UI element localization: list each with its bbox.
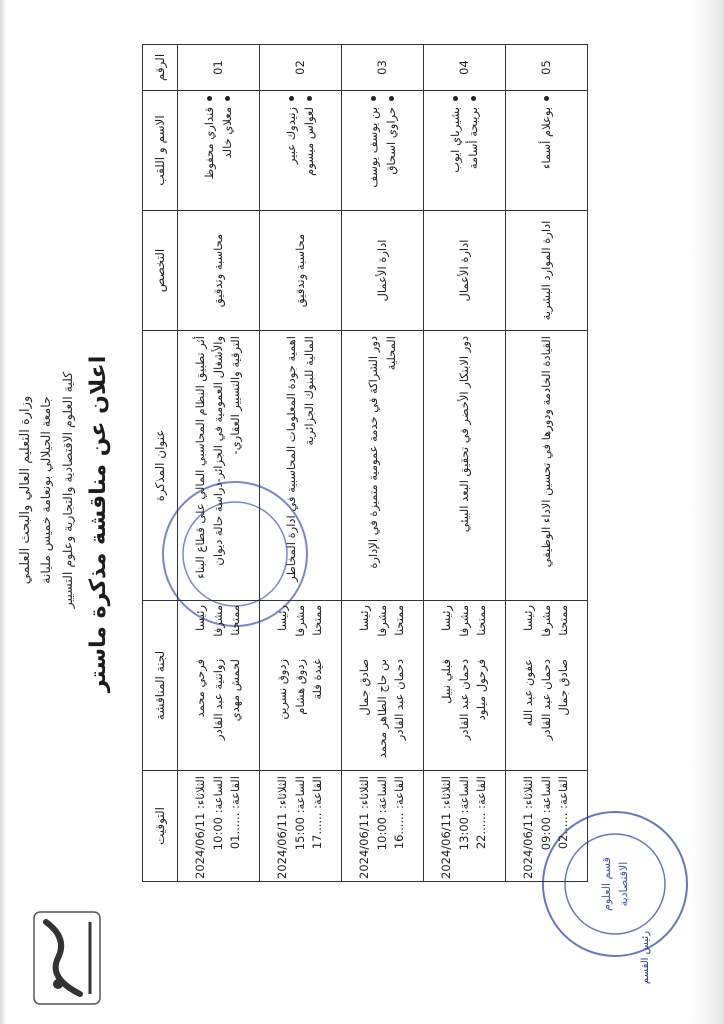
- jury-role: مشرفا: [210, 605, 225, 637]
- jury-role: رئيسا: [520, 605, 535, 631]
- specialty: ادارة الموارد البشرية: [506, 211, 588, 331]
- header-name: الاسم و اللقب: [143, 91, 178, 211]
- jury-role: مشرفا: [456, 605, 471, 637]
- table-header-row: [143, 45, 178, 882]
- jury-committee: [424, 601, 506, 771]
- specialty: ادارة الأعمال: [342, 211, 424, 331]
- signature: رئيس القسم: [640, 930, 651, 984]
- table-row: [342, 45, 424, 882]
- jury-name: فرحول ميلود: [474, 659, 489, 721]
- header-specialty: التخصص: [143, 211, 178, 331]
- jury-name: عفون عبد الله: [520, 659, 535, 727]
- bullet-icon: [453, 96, 458, 101]
- timing: [506, 771, 588, 882]
- bullet-icon: [307, 96, 312, 101]
- jury-name: صادق جمال: [356, 659, 371, 716]
- memo-title: دور الابتكار الأخضر في تحقيق البعد البيئي: [424, 331, 506, 601]
- defense-hour: الساعة: 10:00: [210, 776, 225, 851]
- memo-title: دور الشراكة في خدمة عمومية متميزة في الإدارة المحلية: [342, 331, 424, 601]
- jury-role: رئيسا: [192, 605, 207, 631]
- specialty: محاسبة وتدقيق: [260, 211, 342, 331]
- jury-name: زدوق هشام: [292, 659, 307, 715]
- defense-date: الثلاثاء: 2024/06/11: [520, 776, 535, 879]
- jury-committee: [506, 601, 588, 771]
- jury-name: قبلي نبيل: [438, 659, 453, 704]
- jury-name: فرحي محمد: [192, 659, 207, 718]
- jury-committee: [342, 601, 424, 771]
- student-name: زنيدوك عبير: [283, 96, 301, 205]
- university-logo: [28, 908, 108, 1008]
- jury-member: [391, 601, 409, 770]
- timing: [424, 771, 506, 882]
- bullet-icon: [207, 96, 212, 101]
- defense-hour: الساعة: 15:00: [292, 776, 307, 851]
- header-jury: لجنة المناقشة: [143, 601, 178, 771]
- memo-title: اهمية جودة المعلومات المحاسبية في ادارة المخاطر المالية للبنوك الجزائرية: [260, 331, 342, 601]
- jury-member: [456, 601, 474, 770]
- defense-hour: الساعة: 09:00: [538, 776, 553, 851]
- student-name: بشيرباي ايوب: [447, 96, 465, 205]
- jury-role: مشرفا: [292, 605, 307, 637]
- jury-role: ممتحنا: [392, 605, 407, 636]
- jury-member: [473, 601, 491, 770]
- faculty-name: كلية العلوم الاقتصادية والتجارية وعلوم التسيير: [60, 371, 75, 609]
- jury-name: غيدة فلة: [310, 659, 325, 700]
- jury-committee: [178, 601, 260, 771]
- jury-role: رئيسا: [356, 605, 371, 631]
- student-names: [260, 91, 342, 211]
- timing: [342, 771, 424, 882]
- defense-hour: الساعة: 10:00: [374, 776, 389, 851]
- bullet-icon: [225, 96, 230, 101]
- student-names: [506, 91, 588, 211]
- row-number: 02: [260, 45, 342, 91]
- jury-name: بن حاج الطاهر محمد: [374, 659, 389, 759]
- jury-name: لحمش مهدي: [228, 659, 243, 722]
- defense-date: الثلاثاء: 2024/06/11: [438, 776, 453, 879]
- row-number: 04: [424, 45, 506, 91]
- jury-role: مشرفا: [374, 605, 389, 637]
- defense-date: الثلاثاء: 2024/06/11: [274, 776, 289, 879]
- student-names: [424, 91, 506, 211]
- announcement-title: اعلان عن مناقشة مذكرة ماستر: [86, 355, 111, 693]
- jury-name: دحمان عبد القادر: [456, 659, 471, 741]
- row-number: 03: [342, 45, 424, 91]
- table-row: [260, 45, 342, 882]
- ministry-name: وزارة التعليم العالي والبحث العلمي: [18, 395, 33, 585]
- jury-role: ممتحنا: [228, 605, 243, 636]
- jury-name: دحمان عبد القادر: [392, 659, 407, 741]
- student-names: [178, 91, 260, 211]
- defense-schedule-table: [142, 44, 588, 882]
- specialty: ادارة الأعمال: [424, 211, 506, 331]
- bullet-icon: [371, 96, 376, 101]
- defense-room: القاعة: ......22: [474, 776, 489, 850]
- header-timing: التوقيت: [143, 771, 178, 882]
- jury-name: دحمان عبد القادر: [538, 659, 553, 741]
- defense-date: الثلاثاء: 2024/06/11: [192, 776, 207, 879]
- jury-name: زوانتية عبد القادر: [210, 659, 225, 740]
- svg-text:قسم العلوم: قسم العلوم: [600, 857, 613, 911]
- student-name: بوعلام أسماء: [538, 96, 556, 205]
- header-memo-title: عنوان المذكرة: [143, 331, 178, 601]
- student-names: [342, 91, 424, 211]
- table-row: [506, 45, 588, 882]
- jury-role: مشرفا: [538, 605, 553, 637]
- jury-member: [292, 601, 310, 770]
- defense-date: الثلاثاء: 2024/06/11: [356, 776, 371, 879]
- jury-committee: [260, 601, 342, 771]
- defense-room: القاعة: ......17: [310, 776, 325, 850]
- defense-room: القاعة: ......02: [556, 776, 571, 850]
- memo-title: القيادة الخادمة ودورها في تحسين الاداء الوظيفي: [506, 331, 588, 601]
- university-name: جامعة الجيلالي بونعامة خميس مليانة: [38, 396, 53, 584]
- memo-title: أثر تطبيق النظام المحاسبي المالي على قطاع البناء والأشغال العمومية في الجزائر-دراسة حالة ديوان الترقية والتسيير العقاري-: [178, 331, 260, 601]
- jury-member: [555, 601, 573, 770]
- timing: [178, 771, 260, 882]
- jury-member: [309, 601, 327, 770]
- row-number: 05: [506, 45, 588, 91]
- jury-role: رئيسا: [274, 605, 289, 631]
- student-name: بريبحة أسامة: [465, 96, 483, 205]
- jury-name: زدوق نسرين: [274, 659, 289, 720]
- table-row: [178, 45, 260, 882]
- jury-role: رئيسا: [438, 605, 453, 631]
- timing: [260, 771, 342, 882]
- header-number: الرقم: [143, 45, 178, 91]
- bullet-icon: [544, 96, 549, 101]
- student-name: قنداري محفوظ: [201, 96, 219, 205]
- student-name: لعواس ميسوم: [301, 96, 319, 205]
- bullet-icon: [471, 96, 476, 101]
- specialty: محاسبة وتدقيق: [178, 211, 260, 331]
- jury-role: ممتحنا: [310, 605, 325, 636]
- jury-member: [538, 601, 556, 770]
- jury-role: ممتحنا: [556, 605, 571, 636]
- svg-text:الاقتصادية: الاقتصادية: [617, 861, 630, 907]
- jury-member: [520, 601, 538, 770]
- defense-hour: الساعة: 13:00: [456, 776, 471, 851]
- jury-member: [227, 601, 245, 770]
- bullet-icon: [389, 96, 394, 101]
- jury-member: [274, 601, 292, 770]
- defense-room: القاعة: ......01: [228, 776, 243, 850]
- jury-member: [192, 601, 210, 770]
- jury-member: [356, 601, 374, 770]
- table-row: [424, 45, 506, 882]
- row-number: 01: [178, 45, 260, 91]
- defense-room: القاعة: ......16: [392, 776, 407, 850]
- bullet-icon: [289, 96, 294, 101]
- student-name: بن يوسف يوسف: [365, 96, 383, 205]
- student-name: معلاي خالد: [219, 96, 237, 205]
- jury-role: ممتحنا: [474, 605, 489, 636]
- jury-name: صادق جمال: [556, 659, 571, 716]
- jury-member: [438, 601, 456, 770]
- jury-member: [210, 601, 228, 770]
- student-name: حراوي اسحاق: [383, 96, 401, 205]
- jury-member: [374, 601, 392, 770]
